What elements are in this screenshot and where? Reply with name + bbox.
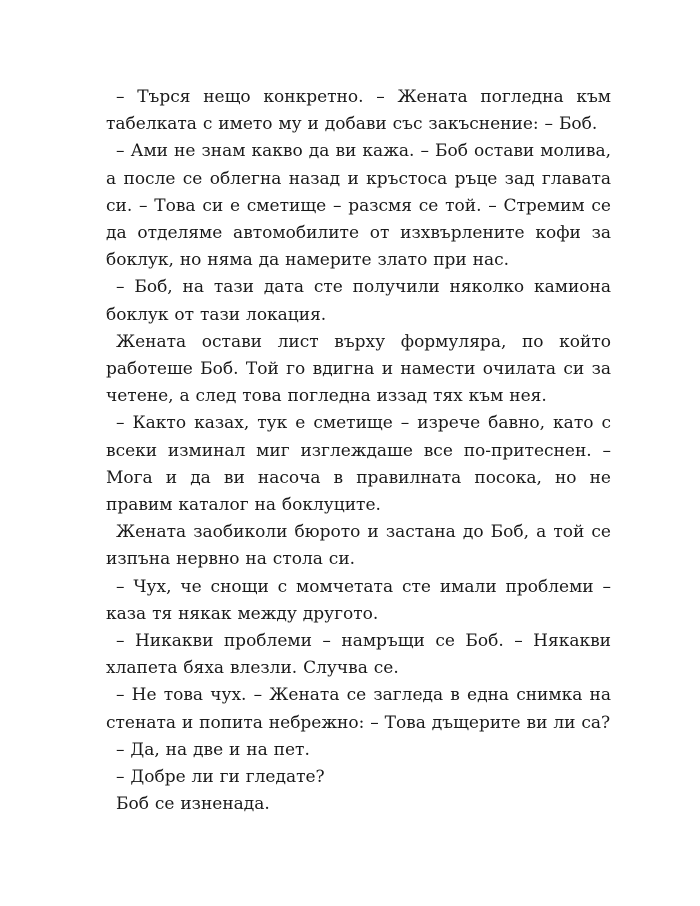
paragraph: – Да, на две и на пет. [116,739,310,760]
paragraph: Боб се изненада. [116,794,270,815]
paragraph: Жената заобиколи бюрото и застана до Боб, а той се изпъна нервно на стола си. [106,522,611,570]
paragraph: – Чух, че снощи с момчетата сте имали проблеми – каза тя някак между другото. [106,576,611,624]
paragraph: – Както казах, тук е сметище – изрече бавно, като с всеки изминал миг изглеждаше все по-притеснен. – Мога и да ви насоча в правилната посока, но не правим каталог на боклуците. [106,413,611,516]
paragraph: – Никакви проблеми – намръщи се Боб. – Някакви хлапета бяха влезли. Случва се. [106,631,611,679]
paragraph: – Търся нещо конкретно. – Жената погледна към табелката с името му и добави със закъснение: – Боб. [106,87,611,135]
paragraph: – Боб, на тази дата сте получили няколко камиона боклук от тази локация. [106,277,611,325]
paragraph: Жената остави лист върху формуляра, по който работеше Боб. Той го вдигна и намести очилата си за четене, а след това погледна иззад тях към нея. [106,331,611,407]
paragraph: – Добре ли ги гледате? [116,767,325,788]
page-text [106,84,611,818]
paragraph: – Ами не знам какво да ви кажа. – Боб остави молива, а после се облегна назад и кръстоса ръце зад главата си. – Това си е сметище – разсмя се той. – Стремим се да отделяме автомобилите от изхвърлените кофи за боклук, но няма да намерите злато при нас. [106,141,611,271]
paragraph: – Не това чух. – Жената се загледа в една снимка на стената и попита небрежно: – Това дъщерите ви ли са? [106,685,611,733]
